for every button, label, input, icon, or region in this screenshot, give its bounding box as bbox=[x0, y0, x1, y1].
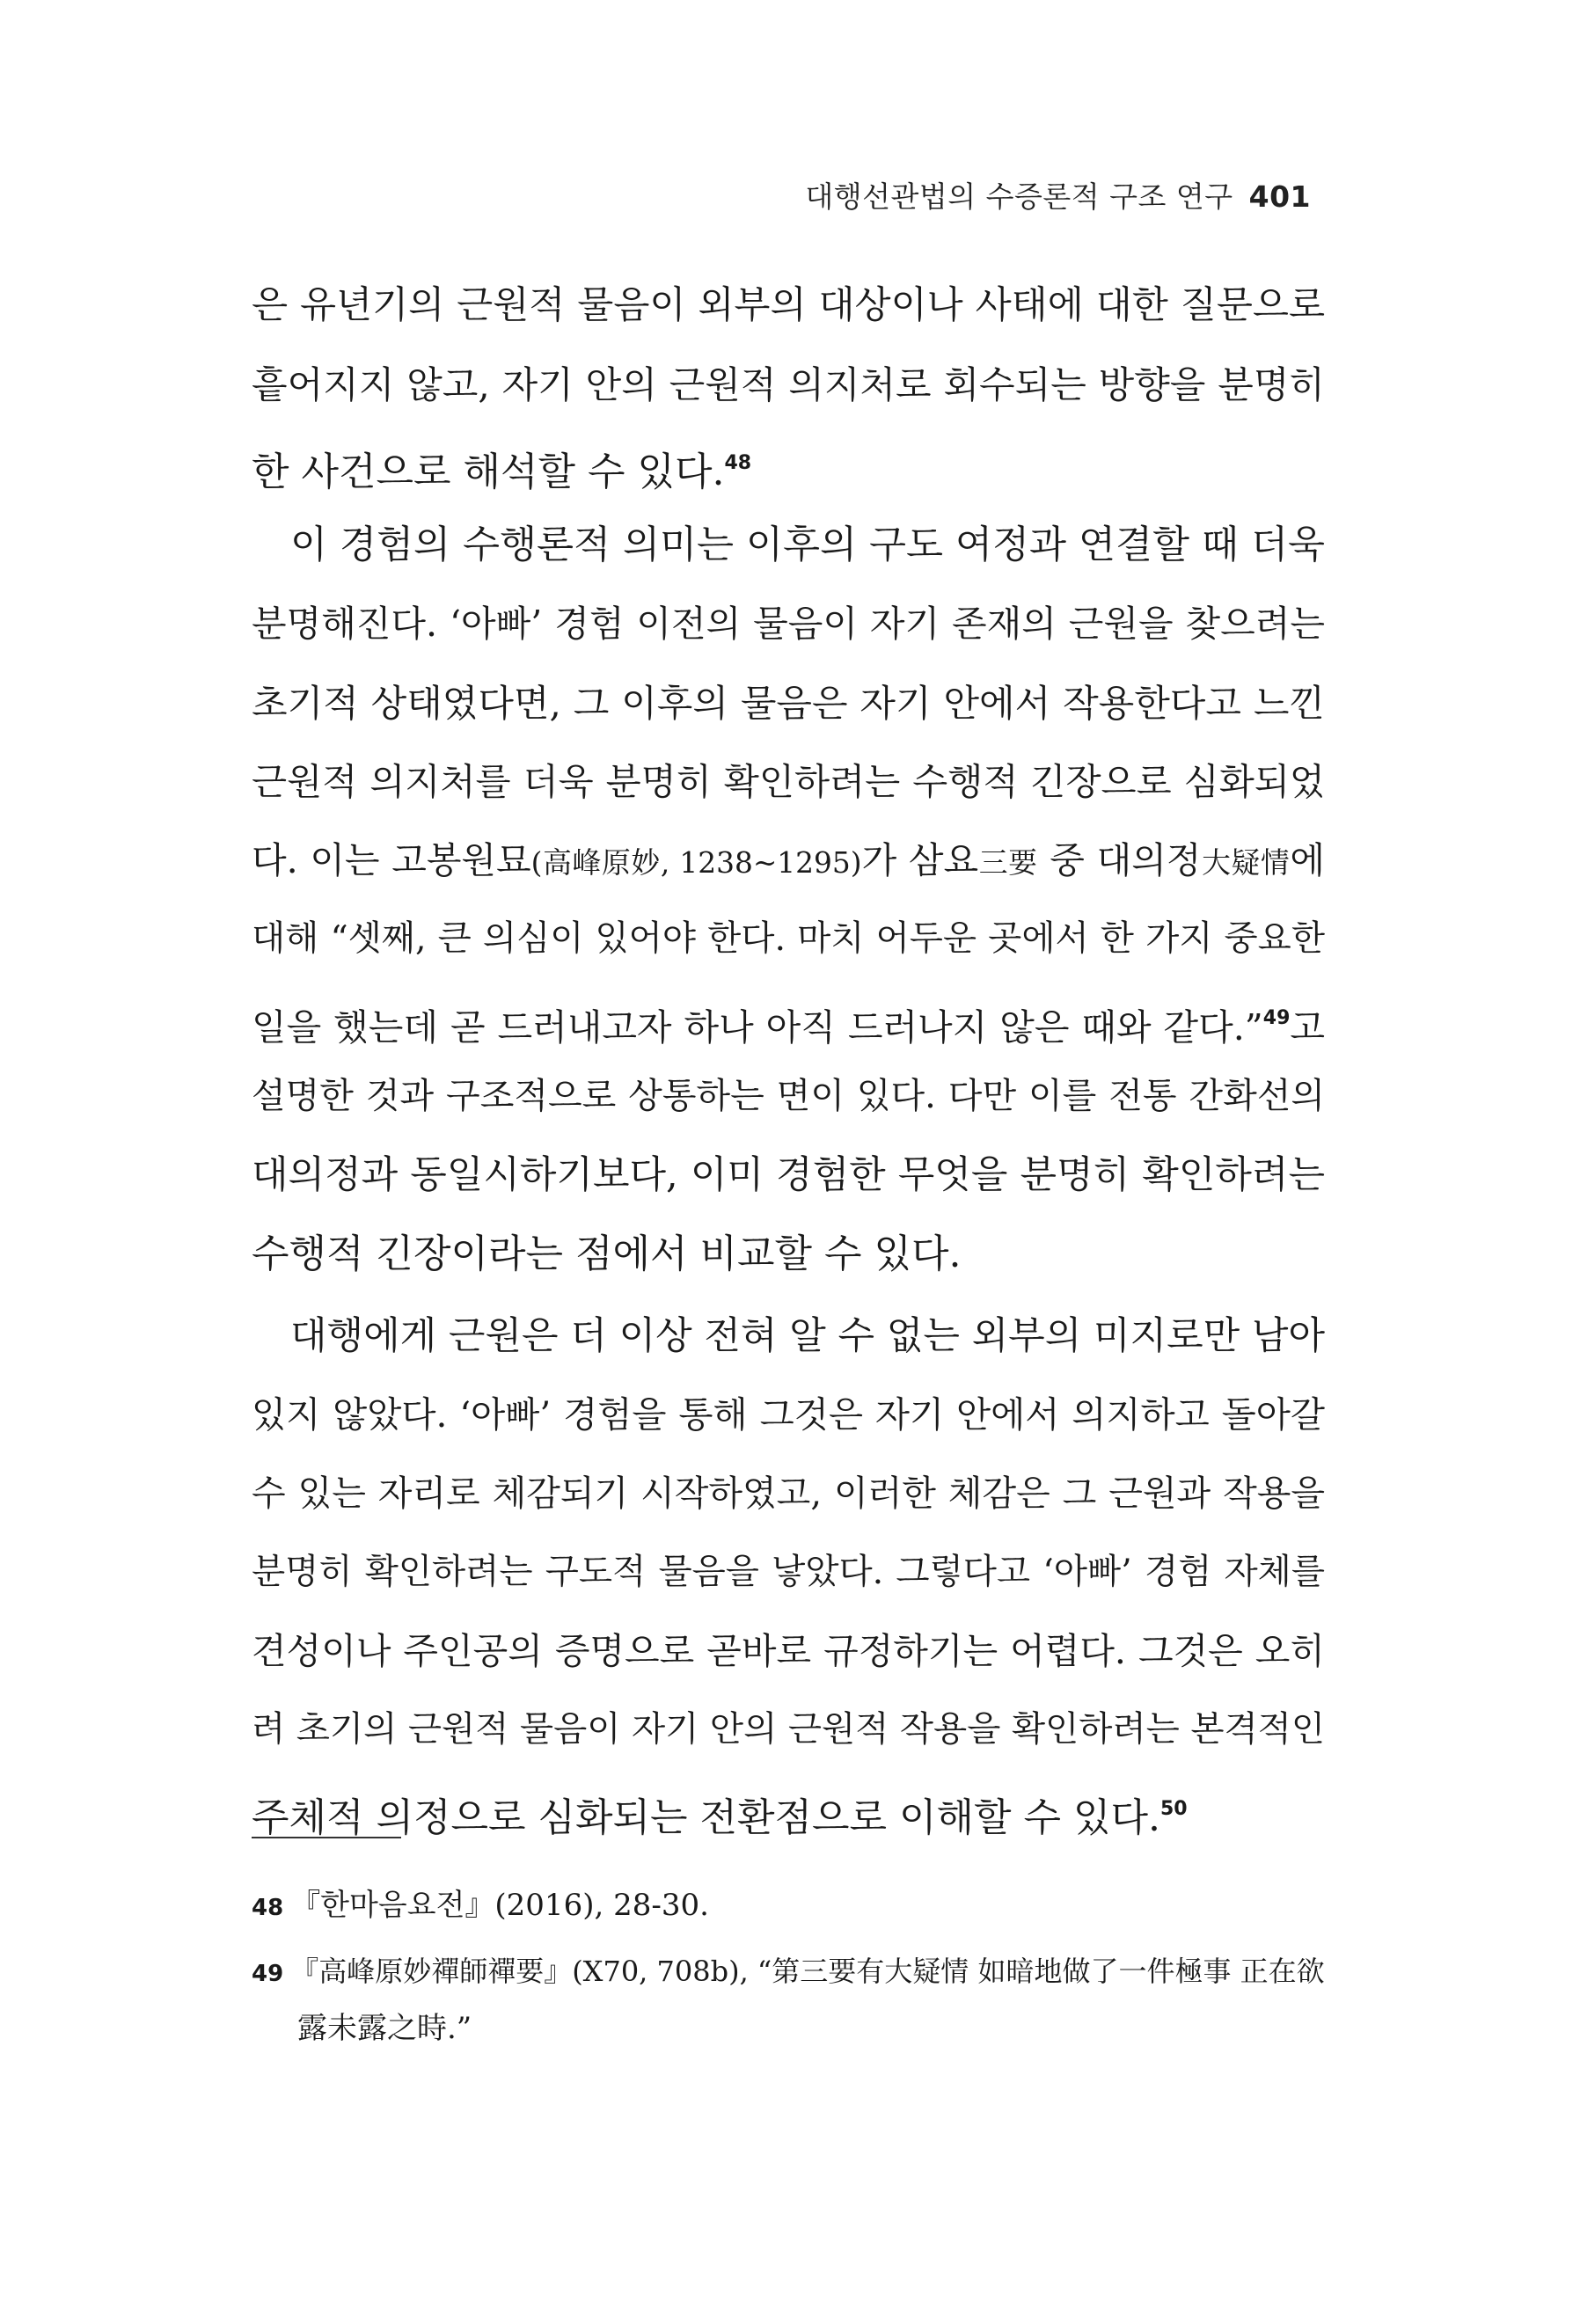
text-line: 대행에게 근원은 더 이상 전혀 알 수 없는 외부의 미지로만 남아 bbox=[290, 1313, 1325, 1358]
text-run: 중 대의정 bbox=[1037, 838, 1202, 881]
text-line bbox=[252, 822, 1325, 901]
text-line: 은 유년기의 근원적 물음이 외부의 대상이나 사태에 대한 질문으로 bbox=[252, 284, 1325, 327]
running-header bbox=[805, 174, 1311, 216]
text-line: 견성이나 주인공의 증명으로 곧바로 규정하기는 어렵다. 그것은 오히 bbox=[252, 1629, 1325, 1672]
text-run: 일을 했는데 곧 드러내고자 하나 아직 드러나지 않은 때와 같다.” bbox=[252, 1005, 1263, 1049]
footnote-ref-50[interactable]: 50 bbox=[1160, 1797, 1188, 1820]
text-run: 고 bbox=[1290, 1005, 1325, 1049]
footnote-text: 『한마음요전』(2016), 28-30. bbox=[290, 1888, 709, 1923]
text-run: 주체적 의정으로 심화되는 전환점으로 이해할 수 있다. bbox=[252, 1794, 1160, 1840]
footnotes bbox=[252, 1878, 1325, 2056]
text-run: 다. 이는 고봉원묘 bbox=[252, 838, 531, 881]
text-line: 근원적 의지처를 더욱 분명히 확인하려는 수행적 긴장으로 심화되었 bbox=[252, 760, 1325, 803]
body-text bbox=[252, 267, 1325, 1848]
footnote-number: 48 bbox=[252, 1895, 284, 1921]
text-line: 대의정과 동일시하기보다, 이미 경험한 무엇을 분명히 확인하려는 bbox=[252, 1152, 1325, 1197]
text-line: 있지 않았다. ‘아빠’ 경험을 통해 그것은 자기 안에서 의지하고 돌아갈 bbox=[252, 1393, 1325, 1436]
text-line bbox=[252, 1770, 1325, 1849]
footnote-49-continued: 露未露之時.” bbox=[297, 2011, 472, 2046]
text-line: 흩어지지 않고, 자기 안의 근원적 의지처로 회수되는 방향을 분명히 bbox=[252, 362, 1325, 406]
text-line: 대해 “셋째, 큰 의심이 있어야 한다. 마치 어두운 곳에서 한 가지 중요한 bbox=[252, 918, 1325, 959]
text-line: 수행적 긴장이라는 점에서 비교할 수 있다. bbox=[252, 1231, 962, 1276]
text-line: 분명해진다. ‘아빠’ 경험 이전의 물음이 자기 존재의 근원을 찾으려는 bbox=[252, 603, 1325, 645]
footnote-ref-48[interactable]: 48 bbox=[724, 452, 752, 474]
footnote-text: 『高峰原妙禪師禪要』(X70, 708b), “第三要有大疑情 如暗地做了一件極事 正在欲 bbox=[290, 1955, 1325, 1988]
text-run: 가 삼요 bbox=[861, 838, 979, 881]
text-run: 한 사건으로 해석할 수 있다. bbox=[252, 449, 725, 494]
text-line bbox=[252, 424, 1325, 503]
hanja-annotation: 大疑情 bbox=[1201, 845, 1291, 880]
footnote-number: 49 bbox=[252, 1961, 284, 1987]
text-line: 분명히 확인하려는 구도적 물음을 낳았다. 그렇다고 ‘아빠’ 경험 자체를 bbox=[252, 1552, 1325, 1592]
footnote-48 bbox=[252, 1878, 1325, 1935]
text-line: 려 초기의 근원적 물음이 자기 안의 근원적 작용을 확인하려는 본격적인 bbox=[252, 1709, 1325, 1750]
footnote-divider bbox=[252, 1837, 401, 1838]
footnote-ref-49[interactable]: 49 bbox=[1262, 1006, 1291, 1029]
text-line: 수 있는 자리로 체감되기 시작하였고, 이러한 체감은 그 근원과 작용을 bbox=[252, 1473, 1325, 1514]
text-line: 설명한 것과 구조적으로 상통하는 면이 있다. 다만 이를 전통 간화선의 bbox=[252, 1076, 1325, 1116]
footnote-49 bbox=[252, 1944, 1325, 2001]
page-number: 401 bbox=[1248, 179, 1311, 214]
text-line bbox=[252, 979, 1325, 1058]
hanja-annotation: (高峰原妙, 1238~1295) bbox=[530, 845, 862, 880]
running-title: 대행선관법의 수증론적 구조 연구 bbox=[805, 179, 1233, 214]
text-run: 에 bbox=[1290, 838, 1326, 881]
hanja-annotation: 三要 bbox=[978, 845, 1038, 880]
text-line: 초기적 상태였다면, 그 이후의 물음은 자기 안에서 작용한다고 느낀 bbox=[252, 681, 1325, 725]
text-line: 이 경험의 수행론적 의미는 이후의 구도 여정과 연결할 때 더욱 bbox=[290, 523, 1325, 567]
